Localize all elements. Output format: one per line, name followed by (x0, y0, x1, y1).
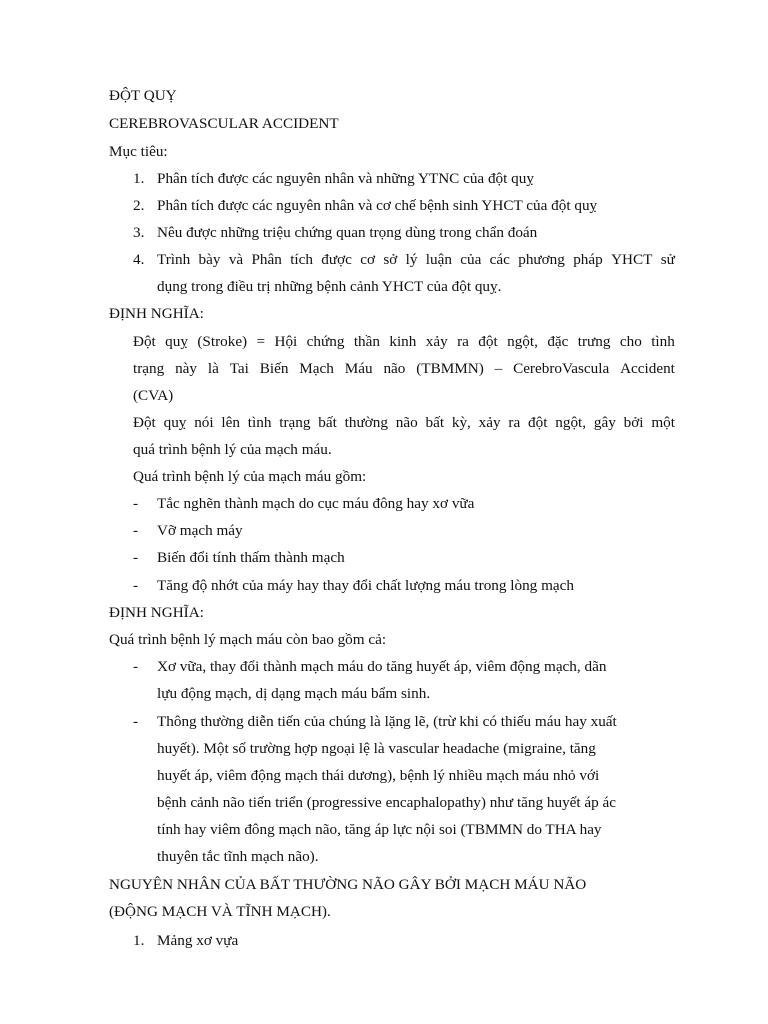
list-item: lựu động mạch, dị dạng mạch máu bẩm sinh. (157, 685, 431, 702)
objective-text: Phân tích được các nguyên nhân và cơ chế bệnh sinh YHCT của đột quỵ (157, 197, 598, 214)
word: pháp (573, 251, 603, 268)
word: YHCT (611, 251, 653, 268)
list-dash: - (133, 549, 139, 566)
word: Mạch (299, 360, 334, 377)
cause-number: 1. (133, 932, 145, 949)
word: trạng (279, 414, 311, 431)
word: xảy (425, 333, 448, 350)
word: CerebroVascula (513, 360, 610, 377)
word: (TBMMN) (416, 360, 484, 377)
word: gây (593, 414, 616, 431)
word: được (321, 251, 352, 268)
word: Accident (620, 360, 675, 377)
definition-paragraph: Quá trình bệnh lý của mạch máu gồm: (133, 468, 367, 485)
word: đột (528, 414, 548, 431)
word: trạng (133, 360, 165, 377)
document-subtitle: CEREBROVASCULAR ACCIDENT (109, 115, 339, 132)
word: phương (518, 251, 565, 268)
cause-text: Mảng xơ vựa (157, 932, 239, 949)
word: ngột, (555, 414, 587, 431)
word: não (383, 360, 406, 377)
word: bởi (623, 414, 644, 431)
word: (Stroke) (197, 333, 248, 350)
word: Phân (251, 251, 282, 268)
list-item: Biến đổi tính thấm thành mạch (157, 549, 345, 566)
list-item: huyết). Một số trường hợp ngoại lệ là vascular headache (migraine, tăng (157, 740, 596, 757)
word: cho (619, 333, 642, 350)
word: thường (344, 414, 388, 431)
word: = (256, 333, 266, 350)
word: luận (425, 251, 452, 268)
word: kỳ, (451, 414, 471, 431)
word: sở (383, 251, 398, 268)
word: trưng (577, 333, 611, 350)
definition-heading: ĐỊNH NGHĨA: (109, 604, 204, 621)
word: lên (221, 414, 240, 431)
list-dash: - (133, 658, 139, 675)
list-dash: - (133, 713, 139, 730)
word: là (207, 360, 219, 377)
word: quỵ (165, 333, 188, 350)
objective-text (157, 250, 675, 270)
word: tình (651, 333, 675, 350)
list-dash: - (133, 495, 139, 512)
word: lý (405, 251, 418, 268)
objective-text: Nêu được những triệu chứng quan trọng dùng trong chẩn đoán (157, 224, 538, 241)
word: thần (353, 333, 380, 350)
definition-paragraph (133, 413, 675, 433)
list-item: tính hay viêm đông mạch não, tăng áp lực nội soi (TBMMN do THA hay (157, 821, 602, 838)
objective-number: 3. (133, 224, 145, 241)
word: Đột (133, 414, 156, 431)
word: quỵ (163, 414, 187, 431)
word: xảy (478, 414, 501, 431)
word: não (395, 414, 418, 431)
word: một (651, 414, 675, 431)
word: của (460, 251, 482, 268)
list-item: Vỡ mạch máy (157, 522, 243, 539)
list-dash: - (133, 522, 139, 539)
word: tích (290, 251, 313, 268)
word: đột (478, 333, 498, 350)
definition-heading: ĐỊNH NGHĨA: (109, 305, 204, 322)
document-title: ĐỘT QUỴ (109, 87, 177, 104)
word: bất (318, 414, 337, 431)
objective-number: 1. (133, 170, 145, 187)
word: Đột (133, 333, 156, 350)
list-item: huyết áp, viêm động mạch thái dương), bệnh lý nhiều mạch máu nhỏ với (157, 767, 600, 784)
word: ra (457, 333, 469, 350)
list-item: thuyên tắc tĩnh mạch não). (157, 848, 319, 865)
word: Máu (344, 360, 373, 377)
objectives-heading: Mục tiêu: (109, 143, 168, 160)
objective-number: 4. (133, 251, 145, 268)
word: sử (660, 251, 675, 268)
list-item: Tăng độ nhớt của máy hay thay đổi chất lượng máu trong lòng mạch (157, 577, 574, 594)
definition-paragraph: quá trình bệnh lý của mạch máu. (133, 441, 332, 458)
word: này (175, 360, 198, 377)
list-dash: - (133, 577, 139, 594)
word: chứng (306, 333, 345, 350)
objective-number: 2. (133, 197, 145, 214)
list-item: bệnh cảnh não tiến triển (progressive encaphalopathy) như tăng huyết áp ác (157, 794, 617, 811)
list-item: Tắc nghẽn thành mạch do cục máu đông hay xơ vữa (157, 495, 475, 512)
list-item: Thông thường diễn tiến của chúng là lặng lẽ, (trừ khi có thiếu máu hay xuất (157, 713, 617, 730)
objective-text: Phân tích được các nguyên nhân và những YTNC của đột quỵ (157, 170, 534, 187)
word: – (494, 360, 503, 377)
word: và (228, 251, 244, 268)
word: cơ (360, 251, 376, 268)
word: đặc (547, 333, 569, 350)
word: ngột, (507, 333, 538, 350)
definition-paragraph (133, 332, 675, 352)
word: Biến (259, 360, 289, 377)
word: tình (247, 414, 272, 431)
word: bày (198, 251, 221, 268)
word: Hội (274, 333, 298, 350)
word: Tai (229, 360, 249, 377)
word: kinh (389, 333, 417, 350)
word: bất (425, 414, 445, 431)
definition-intro: Quá trình bệnh lý mạch máu còn bao gồm cả: (109, 631, 387, 648)
word: ra (508, 414, 521, 431)
word: các (489, 251, 510, 268)
causes-heading: (ĐỘNG MẠCH VÀ TĨNH MẠCH). (109, 903, 331, 920)
causes-heading: NGUYÊN NHÂN CỦA BẤT THƯỜNG NÃO GÂY BỞI MẠCH MÁU NÃO (109, 876, 587, 893)
definition-paragraph: (CVA) (133, 387, 174, 404)
definition-paragraph (133, 359, 675, 379)
word: nói (194, 414, 214, 431)
word: Trình (157, 251, 191, 268)
list-item: Xơ vữa, thay đổi thành mạch máu do tăng huyết áp, viêm động mạch, dãn (157, 658, 607, 675)
objective-text: dụng trong điều trị những bệnh cảnh YHCT của đột quỵ. (157, 278, 502, 295)
